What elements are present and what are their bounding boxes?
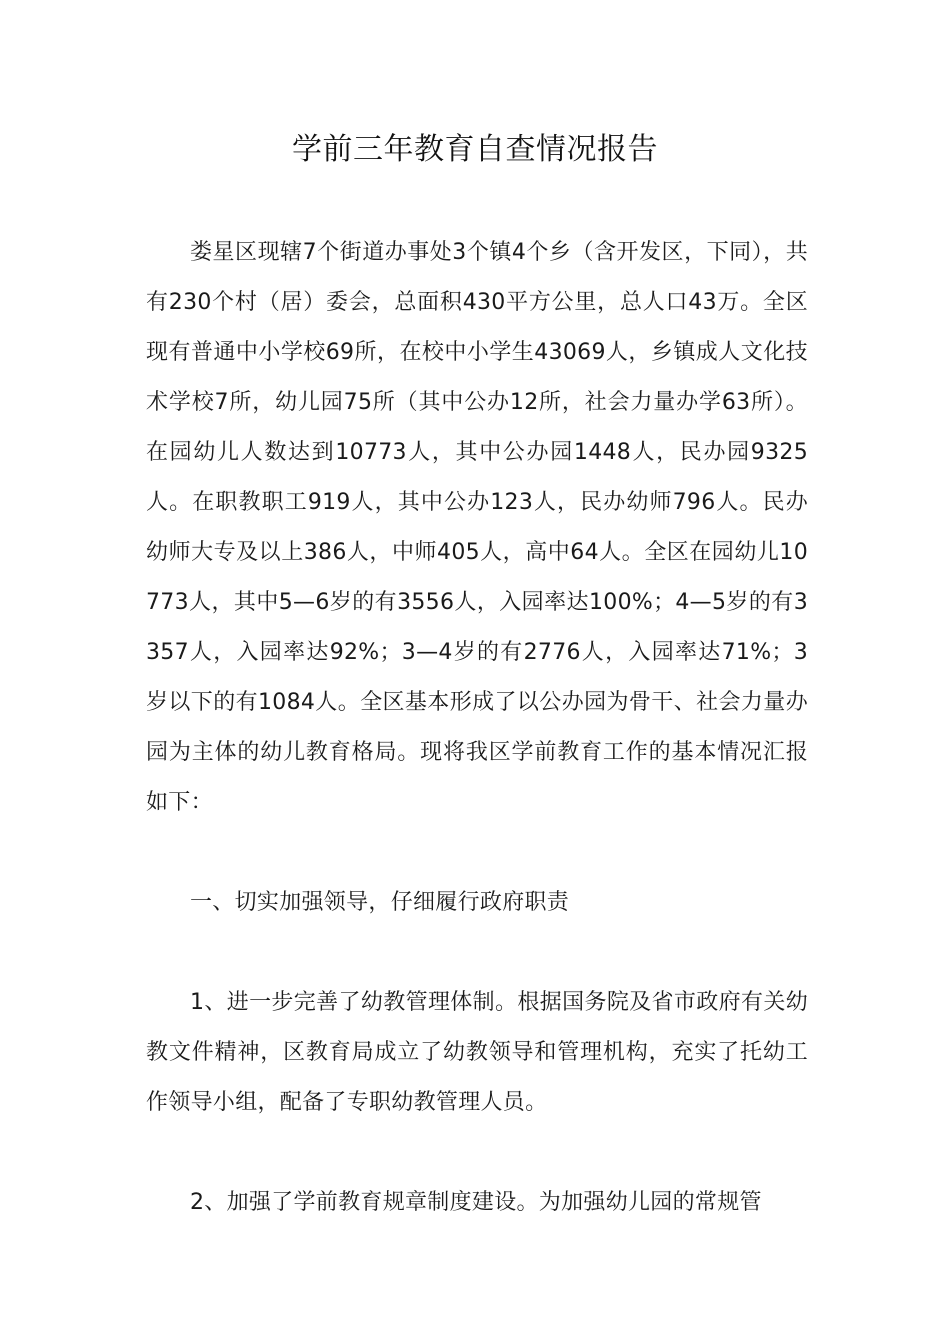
document-body [146, 228, 808, 1228]
document-title: 学前三年教育自查情况报告 [292, 132, 658, 167]
paragraph-item-1: 1、进一步完善了幼教管理体制。根据国务院及省市政府有关幼教文件精神，区教育局成立了幼教领导和管理机构，充实了托幼工作领导小组，配备了专职幼教管理人员。 [146, 990, 808, 1115]
paragraph-overview: 娄星区现辖7个街道办事处3个镇4个乡（含开发区，下同），共有230个村（居）委会，总面积430平方公里，总人口43万。全区现有普通中小学校69所，在校中小学生43069人，乡镇成人文化技术学校7所，幼儿园75所（其中公办12所，社会力量办学63所）。在园幼儿人数达到10773人，其中公办园1448人，民办园9325人。在职教职工919人，其中公办123人，民办幼师796人。民办幼师大专及以上386人，中师405人，高中64人。全区在园幼儿10773人，其中5—6岁的有3556人，入园率达100%；4—5岁的有3357人，入园率达92%；3—4岁的有2776人，入园率达71%；3岁以下的有1084人。全区基本形成了以公办园为骨干、社会力量办园为主体的幼儿教育格局。现将我区学前教育工作的基本情况汇报如下： [146, 240, 808, 815]
section-heading-1: 一、切实加强领导，仔细履行政府职责 [190, 890, 570, 915]
paragraph-item-2: 2、加强了学前教育规章制度建设。为加强幼儿园的常规管 [190, 1190, 762, 1215]
